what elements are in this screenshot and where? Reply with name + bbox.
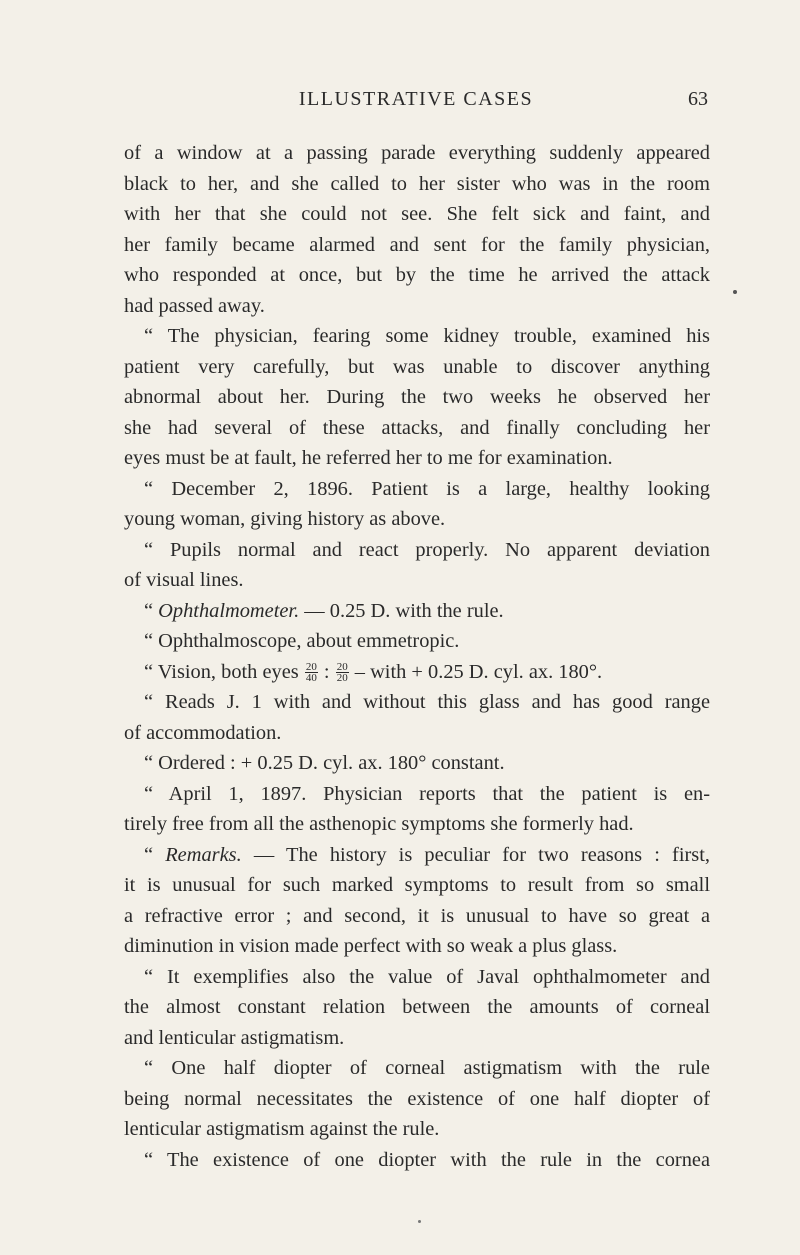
text-block-3 [124, 687, 710, 840]
fraction-numerator: 20 [305, 661, 317, 674]
text-line: the almost constant relation between the amounts of corneal [124, 996, 710, 1018]
text-line: “ Ordered : + 0.25 D. cyl. ax. 180° constant. [144, 752, 505, 774]
text-line: she had several of these attacks, and finally concluding her [124, 416, 710, 439]
body-text [124, 138, 710, 1175]
print-speck [733, 290, 737, 294]
text-line: with her that she could not see. She felt sick and faint, and [124, 203, 710, 225]
text-line: “ Ophthalmoscope, about emmetropic. [144, 630, 460, 652]
text-line: being normal necessitates the existence of one half diopter of [124, 1087, 710, 1110]
text-block-1 [124, 138, 710, 596]
text-line: “ April 1, 1897. Physician reports that the patient is en- [144, 782, 710, 805]
text-line: of a window at a passing parade everything suddenly appeared [124, 142, 710, 164]
text-line: eyes must be at fault, he referred her to me for examination. [124, 447, 613, 469]
text-line: “ Reads J. 1 with and without this glass and has good range [144, 691, 710, 713]
text-line: her family became alarmed and sent for the family physician, [124, 233, 710, 256]
remarks-text: — The history is peculiar for two reasons : first, [241, 843, 710, 866]
text-line: a refractive error ; and second, it is unusual to have so great a [124, 904, 710, 927]
fraction-left-eye [305, 662, 318, 683]
text-line-vision [124, 657, 710, 688]
text-line: black to her, and she called to her sister who was in the room [124, 172, 710, 195]
text-line: “ The physician, fearing some kidney trouble, examined his [144, 325, 710, 347]
text-line: lenticular astigmatism against the rule. [124, 1118, 440, 1140]
text-line: “ December 2, 1896. Patient is a large, healthy looking [144, 477, 710, 500]
vision-prefix: “ Vision, both eyes [144, 660, 304, 683]
text-line: of visual lines. [124, 569, 244, 591]
quote-mark: “ [144, 843, 166, 866]
text-line: “ One half diopter of corneal astigmatism with the rule [144, 1057, 710, 1079]
fraction-right-eye [336, 662, 349, 683]
text-line: diminution in vision made perfect with so weak a plus glass. [124, 935, 618, 957]
ophthalmometer-label: Ophthalmometer. [158, 599, 300, 622]
print-speck [418, 1220, 421, 1223]
text-line: had passed away. [124, 294, 265, 317]
text-line: of accommodation. [124, 721, 282, 744]
vision-suffix: – with + 0.25 D. cyl. ax. 180°. [349, 660, 603, 683]
text-block-4 [124, 870, 710, 1175]
text-line: who responded at once, but by the time he arrived the attack [124, 264, 710, 286]
text-line: and lenticular astigmatism. [124, 1026, 345, 1049]
text-line: young woman, giving history as above. [124, 508, 446, 530]
quote-mark: “ [144, 599, 159, 622]
text-line: “ It exemplifies also the value of Javal ophthalmometer and [144, 965, 710, 988]
fraction-denominator: 40 [305, 672, 317, 685]
vision-separator: : [318, 660, 335, 683]
text-line: tirely free from all the asthenopic symptoms she formerly had. [124, 813, 634, 835]
page-number: 63 [688, 88, 708, 110]
text-line: it is unusual for such marked symptoms to result from so small [124, 874, 710, 896]
text-line-remarks [124, 840, 710, 871]
fraction-numerator: 20 [336, 661, 348, 674]
text-line-ophthalmometer [124, 596, 710, 627]
fraction-denominator: 20 [336, 672, 348, 685]
text-line: “ The existence of one diopter with the rule in the cornea [144, 1148, 710, 1171]
text-block-2 [124, 626, 710, 657]
running-title: ILLUSTRATIVE CASES [298, 88, 534, 110]
page-header [124, 88, 708, 118]
text-line: patient very carefully, but was unable to discover anything [124, 355, 710, 378]
text-line: “ Pupils normal and react properly. No apparent deviation [144, 538, 710, 561]
ophthalmometer-reading: — 0.25 D. with the rule. [299, 599, 504, 622]
text-line: abnormal about her. During the two weeks he observed her [124, 386, 710, 408]
remarks-label: Remarks. [165, 843, 242, 866]
